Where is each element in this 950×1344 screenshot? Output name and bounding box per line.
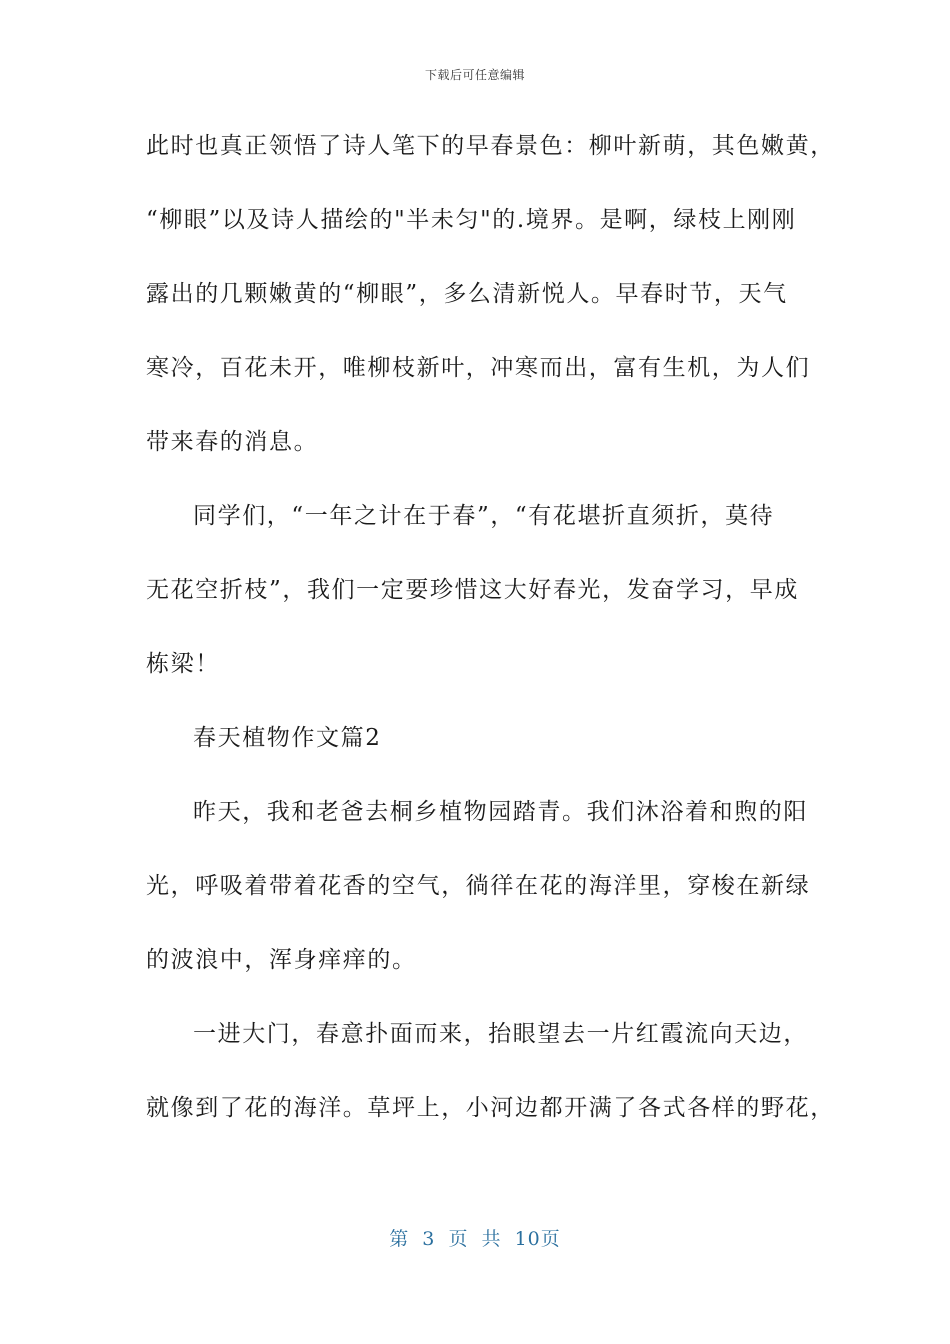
- footer-label-total: 共: [481, 1228, 502, 1250]
- text-line: 带来春的消息。: [146, 429, 319, 455]
- footer-label-page: 第: [389, 1228, 410, 1250]
- header-note: 下载后可任意编辑: [424, 68, 525, 82]
- text-line: 露出的几颗嫩黄的“柳眼”，多么清新悦人。早春时节，天气: [146, 281, 788, 307]
- text-line: 光，呼吸着带着花香的空气，徜徉在花的海洋里，穿梭在新绿: [146, 873, 811, 899]
- text-line: 栋梁！: [146, 651, 220, 677]
- text-line: 此时也真正领悟了诗人笔下的早春景色：柳叶新萌，其色嫩黄，: [146, 133, 835, 159]
- body-text: [146, 118, 835, 1154]
- footer-total-pages: 10页: [514, 1228, 561, 1250]
- text-line: 寒冷，百花未开，唯柳枝新叶，冲寒而出，富有生机，为人们: [146, 355, 811, 381]
- text-line: 一进大门，春意扑面而来，抬眼望去一片红霞流向天边，: [193, 1021, 808, 1047]
- section-heading: 春天植物作文篇2: [193, 725, 382, 751]
- footer-current-page: 3: [422, 1228, 436, 1250]
- text-line: “柳眼”以及诗人描绘的"半未匀"的.境界。是啊，绿枝上刚刚: [146, 207, 797, 233]
- text-line: 同学们，“一年之计在于春”，“有花堪折直须折，莫待: [193, 503, 775, 529]
- text-line: 就像到了花的海洋。草坪上，小河边都开满了各式各样的野花，: [146, 1095, 835, 1121]
- text-line: 的波浪中，浑身痒痒的。: [146, 947, 417, 973]
- page-number-footer: [0, 1224, 950, 1251]
- footer-label-unit: 页: [448, 1228, 469, 1250]
- text-line: 无花空折枝”，我们一定要珍惜这大好春光，发奋学习，早成: [146, 577, 799, 603]
- text-line: 昨天，我和老爸去桐乡植物园踏青。我们沐浴着和煦的阳: [193, 799, 808, 825]
